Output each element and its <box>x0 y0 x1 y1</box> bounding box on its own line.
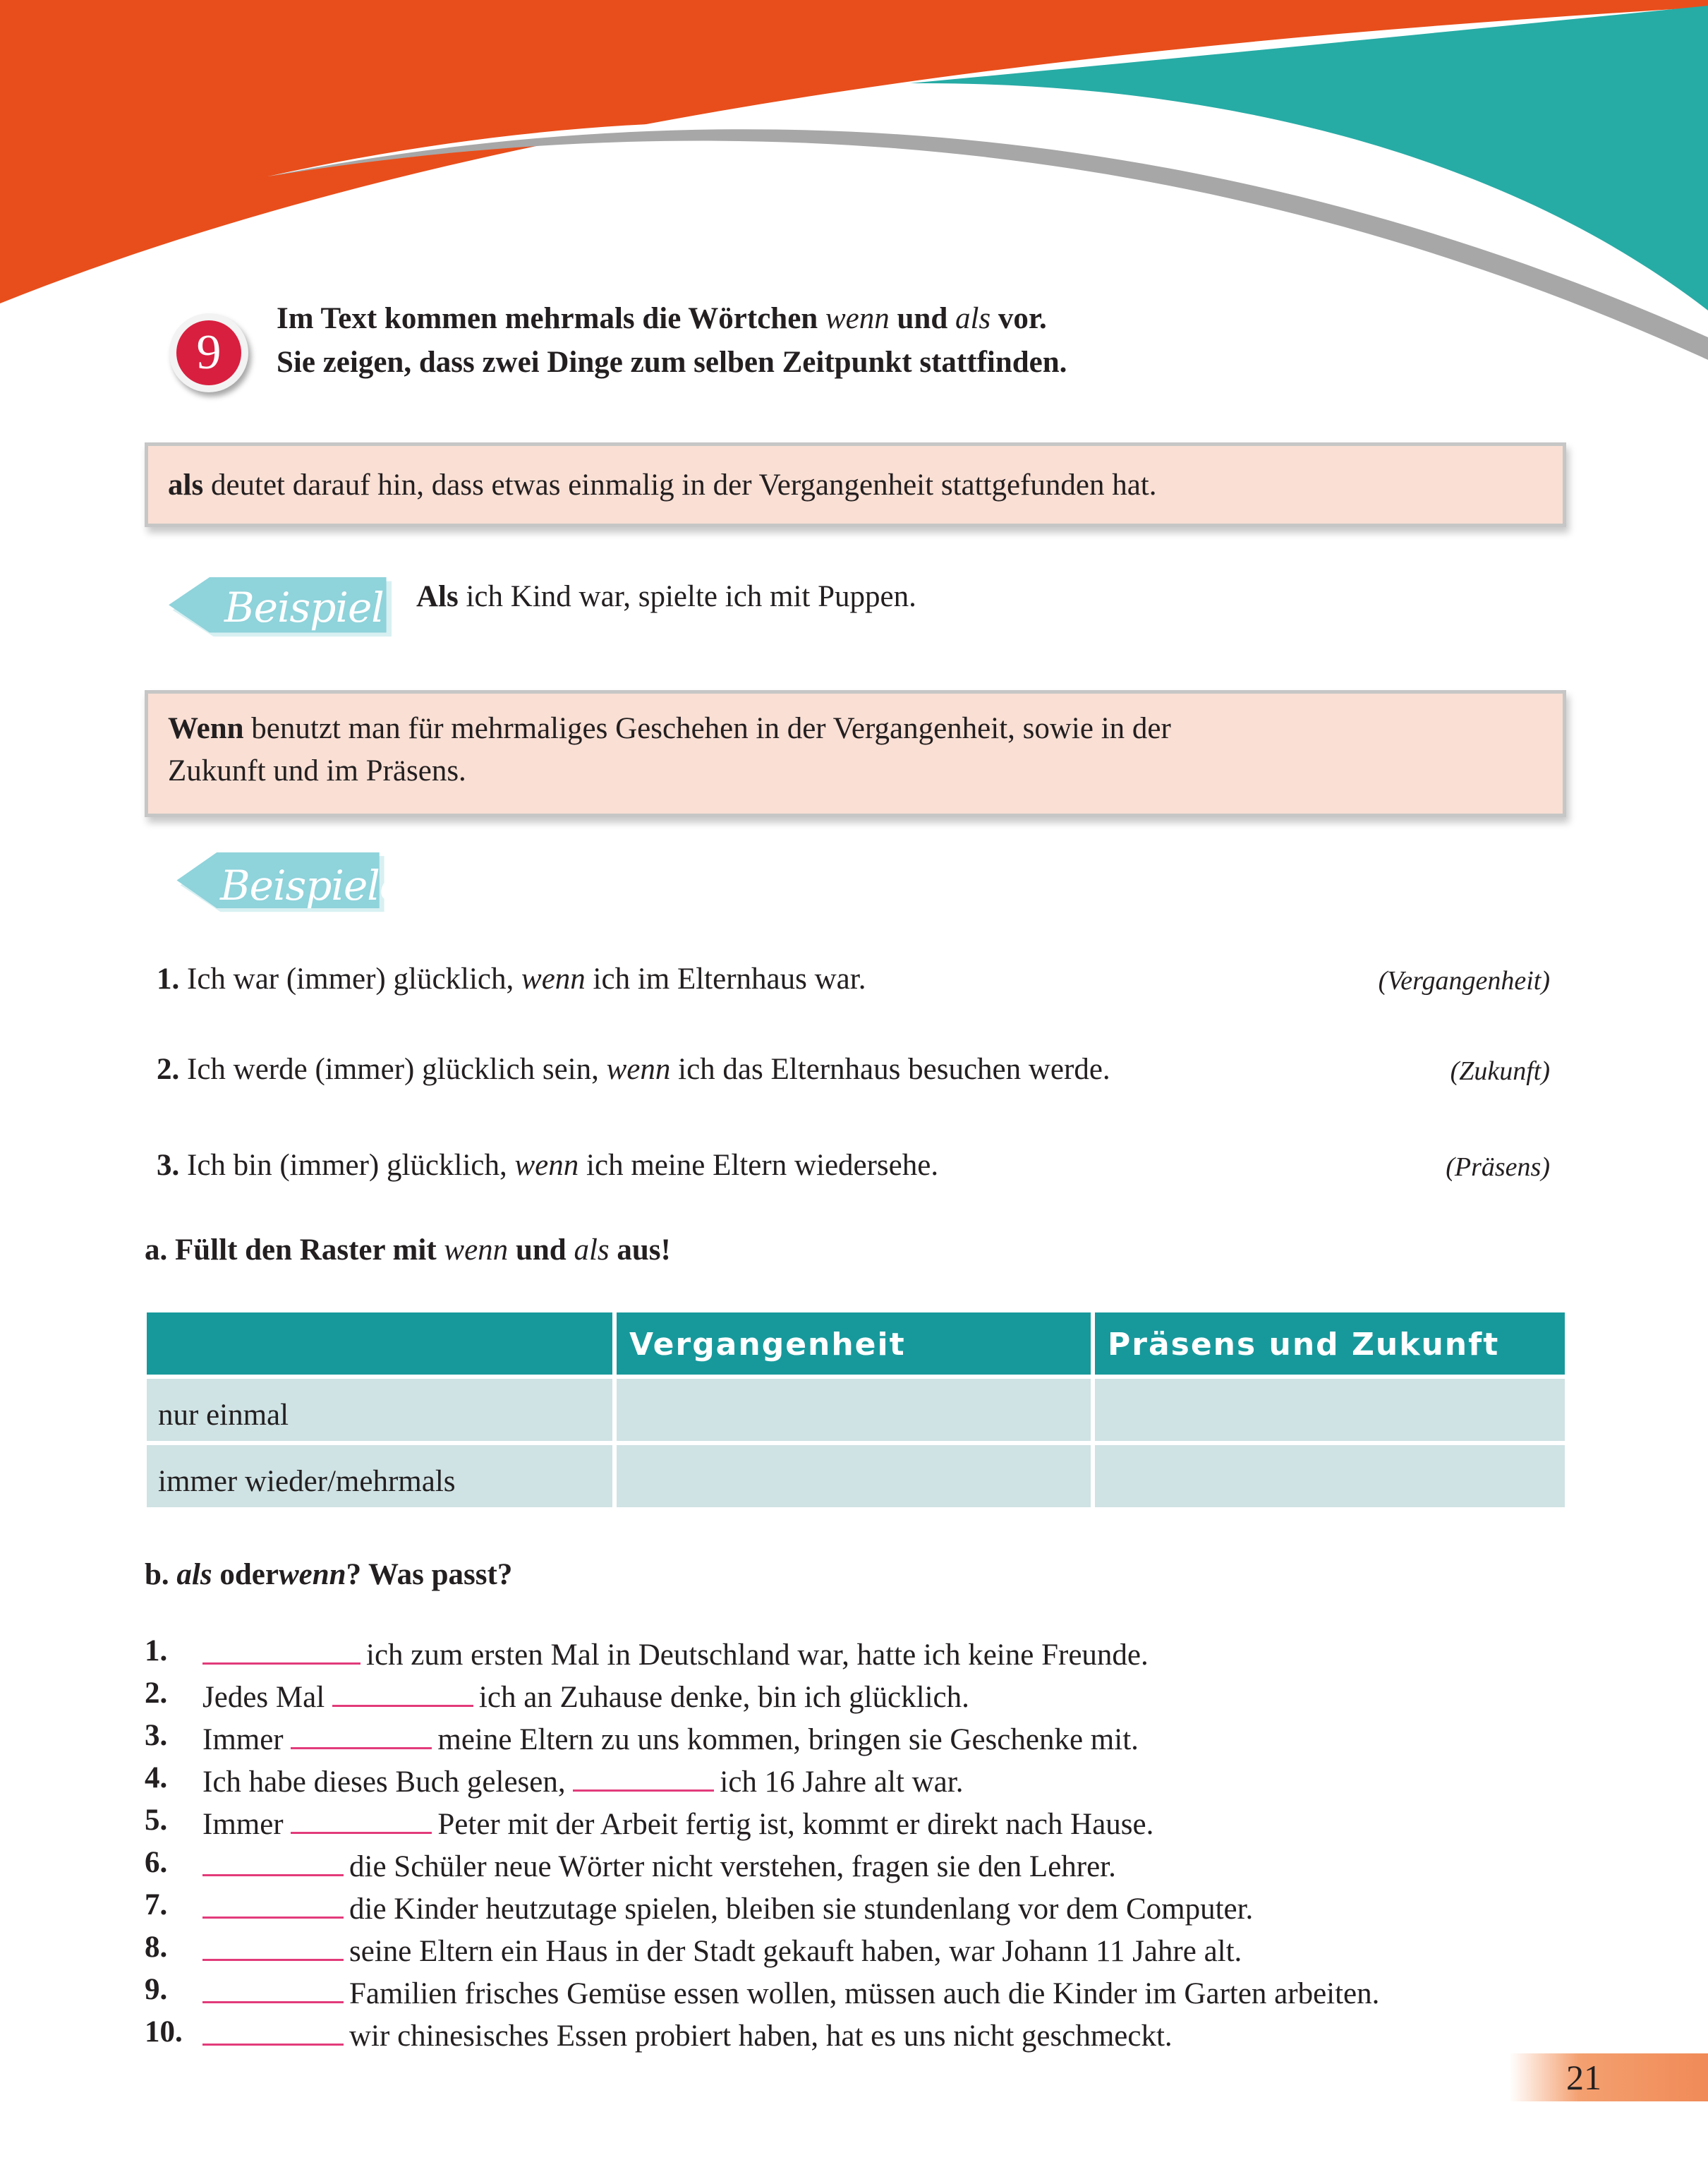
exercise-word-wenn: wenn <box>278 1558 346 1591</box>
item-text: ich zum ersten Mal in Deutschland war, hatte ich keine Freunde. <box>366 1638 1149 1672</box>
grid-header-vergangenheit: Vergangenheit <box>617 1312 1091 1375</box>
answer-blank[interactable] <box>202 2011 344 2046</box>
exercise-word-als: als <box>574 1233 610 1267</box>
beispiel-sentence <box>416 576 916 618</box>
item-number: 1. <box>145 1634 168 1667</box>
item-text: Jedes Mal <box>202 1681 325 1714</box>
rule-box-als <box>145 442 1566 527</box>
exercise-title-text: aus! <box>617 1233 671 1267</box>
example-text: ich im Elternhaus war. <box>593 962 866 996</box>
example-text: Ich werde (immer) glücklich sein, <box>187 1053 599 1086</box>
task-number: 9 <box>176 320 241 385</box>
exercise-a-title <box>145 1229 671 1272</box>
item-text: wir chinesisches Essen probiert haben, hat es uns nicht geschmeckt. <box>349 2020 1173 2053</box>
rule-keyword: als <box>168 469 204 502</box>
exercise-word-als: als <box>176 1558 212 1591</box>
beispiel-keyword: Als <box>416 580 459 613</box>
item-number: 8. <box>145 1931 168 1964</box>
example-wenn: wenn <box>521 962 586 996</box>
example-number: 2. <box>157 1053 180 1086</box>
example-3-tense: (Präsens) <box>1446 1152 1550 1182</box>
item-number: 2. <box>145 1677 168 1710</box>
rule-keyword: Wenn <box>168 712 244 745</box>
rule-box-wenn <box>145 690 1566 817</box>
task-word-wenn: wenn <box>825 302 890 335</box>
page-number-tab <box>1510 2053 1708 2101</box>
item-number: 7. <box>145 1888 168 1921</box>
grid-row-label-mehrmals: immer wieder/mehrmals <box>147 1445 612 1507</box>
grid-cell-input[interactable] <box>617 1379 1091 1441</box>
answer-blank[interactable] <box>202 1969 344 2003</box>
item-text: seine Eltern ein Haus in der Stadt gekauft haben, war Johann 11 Jahre alt. <box>349 1935 1242 1968</box>
task-instruction-line-1 <box>277 298 1047 340</box>
grid-header-empty <box>147 1312 612 1375</box>
grid-row-label-nur-einmal: nur einmal <box>147 1379 612 1441</box>
beispiel-text: ich Kind war, spielte ich mit Puppen. <box>466 580 916 613</box>
example-1-tense: (Vergangenheit) <box>1378 966 1550 996</box>
task-number-badge <box>169 313 248 392</box>
task-text: Im Text kommen mehrmals die Wörtchen <box>277 302 818 335</box>
item-number: 5. <box>145 1804 168 1837</box>
example-wenn: wenn <box>606 1053 671 1086</box>
exercise-title-text: und <box>515 1233 567 1267</box>
example-1 <box>157 958 866 1001</box>
rule-wenn-line-1 <box>168 708 1543 750</box>
answer-blank[interactable] <box>202 1926 344 1961</box>
answer-blank[interactable] <box>332 1672 473 1707</box>
beispiel-tag-label: Beispiel <box>224 584 384 632</box>
exercise-title-text: a. Füllt den Raster mit <box>145 1233 437 1267</box>
item-number: 4. <box>145 1761 168 1794</box>
example-2 <box>157 1049 1110 1091</box>
item-text: Immer <box>202 1723 284 1756</box>
example-3 <box>157 1145 938 1187</box>
answer-blank[interactable] <box>202 1630 361 1665</box>
example-number: 3. <box>157 1149 180 1182</box>
item-text: die Kinder heutzutage spielen, bleiben sie stundenlang vor dem Computer. <box>349 1893 1254 1926</box>
grid-header-praesens-zukunft: Präsens und Zukunft <box>1095 1312 1565 1375</box>
item-text: Familien frisches Gemüse essen wollen, müssen auch die Kinder im Garten arbeiten. <box>349 1977 1380 2010</box>
example-text: ich das Elternhaus besuchen werde. <box>678 1053 1110 1086</box>
task-instruction-line-2: Sie zeigen, dass zwei Dinge zum selben Zeitpunkt stattfinden. <box>277 346 1067 379</box>
example-text: ich meine Eltern wiedersehe. <box>586 1149 939 1182</box>
task-word-als: als <box>955 302 991 335</box>
item-number: 10. <box>145 2015 183 2048</box>
answer-blank[interactable] <box>202 1884 344 1919</box>
rule-wenn-line-2: Zukunft und im Präsens. <box>168 754 466 787</box>
answer-blank[interactable] <box>573 1757 714 1792</box>
exercise-b-title <box>145 1554 512 1596</box>
beispiele-tag-label: Beispiele <box>220 862 404 910</box>
exercise-title-text: oder <box>219 1558 279 1591</box>
rule-text: deutet darauf hin, dass etwas einmalig in der Vergangenheit stattgefunden hat. <box>210 469 1157 502</box>
answer-blank[interactable] <box>291 1799 432 1834</box>
grid-cell-input[interactable] <box>1095 1445 1565 1507</box>
item-text: ich an Zuhause denke, bin ich glücklich. <box>478 1681 969 1714</box>
item-text: Ich habe dieses Buch gelesen, <box>202 1765 566 1799</box>
grid-cell-input[interactable] <box>617 1445 1091 1507</box>
grid-cell-input[interactable] <box>1095 1379 1565 1441</box>
example-number: 1. <box>157 962 180 996</box>
example-wenn: wenn <box>514 1149 579 1182</box>
item-text: meine Eltern zu uns kommen, bringen sie Geschenke mit. <box>437 1723 1139 1756</box>
task-text: und <box>897 302 948 335</box>
item-text: Peter mit der Arbeit fertig ist, kommt er direkt nach Hause. <box>437 1808 1154 1841</box>
example-2-tense: (Zukunft) <box>1450 1056 1550 1086</box>
exercise-title-text: ? Was passt? <box>346 1558 513 1591</box>
item-number: 6. <box>145 1846 168 1879</box>
task-text: vor. <box>998 302 1047 335</box>
rule-text: benutzt man für mehrmaliges Geschehen in der Vergangenheit, sowie in der <box>251 712 1171 745</box>
exercise-word-wenn: wenn <box>444 1233 509 1267</box>
item-text: ich 16 Jahre alt war. <box>720 1765 964 1799</box>
page-number: 21 <box>1566 2058 1601 2097</box>
item-number: 9. <box>145 1973 168 2006</box>
item-number: 3. <box>145 1719 168 1752</box>
answer-blank[interactable] <box>291 1715 432 1749</box>
item-text: die Schüler neue Wörter nicht verstehen, fragen sie den Lehrer. <box>349 1850 1116 1883</box>
example-text: Ich bin (immer) glücklich, <box>187 1149 507 1182</box>
exercise-title-text: b. <box>145 1558 169 1591</box>
example-text: Ich war (immer) glücklich, <box>187 962 514 996</box>
answer-blank[interactable] <box>202 1842 344 1876</box>
item-text: Immer <box>202 1808 284 1841</box>
